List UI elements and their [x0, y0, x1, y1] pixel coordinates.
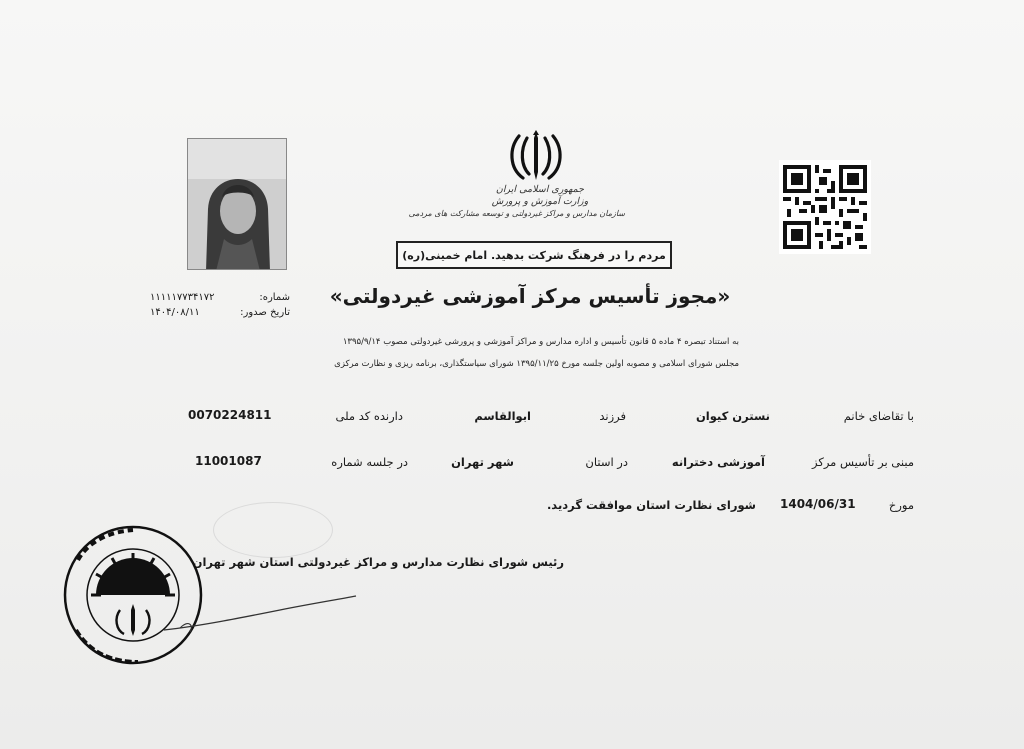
national-id-label: دارنده کد ملی: [335, 409, 403, 423]
issue-date-label: تاریخ صدور:: [240, 307, 290, 318]
preamble-line-1: به استناد تبصره ۴ ماده ۵ قانون تأسیس و اداره مدارس و مراکز آموزشی و پرورشی غیردولتی مصوب ۱۳۹۵/۹/۱۴: [342, 337, 739, 347]
applicant-photo: [187, 138, 287, 270]
number-label: شماره:: [259, 292, 290, 303]
faint-stamp: [213, 502, 333, 558]
ministry-line-2: وزارت آموزش و پرورش: [491, 196, 589, 207]
center-type: آموزشی دخترانه: [671, 455, 765, 469]
number-value: ۱۱۱۱۱۷۷۳۴۱۷۲: [150, 292, 215, 303]
signatory-title: رئیس شورای نظارت مدارس و مراکز غیردولتی استان شهر تهران: [192, 555, 564, 569]
qr-code-icon: [779, 160, 871, 254]
certificate-title: «مجوز تأسیس مرکز آموزشی غیردولتی»: [329, 284, 731, 308]
issue-date-value: ۱۴۰۴/۰۸/۱۱: [150, 307, 200, 318]
father-name: ابوالقاسم: [474, 409, 531, 423]
province-label: در استان: [585, 455, 628, 469]
session-number: 11001087: [195, 454, 262, 468]
motto-text: مردم را در فرهنگ شرکت بدهید. امام خمینی(ره): [402, 248, 666, 262]
person-portrait-icon: [188, 139, 287, 270]
request-label: با تقاضای خانم: [843, 409, 914, 423]
child-of-label: فرزند: [599, 409, 626, 423]
ministry-line-1: جمهوری اسلامی ایران: [495, 184, 585, 195]
province-value: شهر تهران: [451, 455, 514, 469]
signature-mark: [160, 590, 360, 640]
iran-emblem-icon: [505, 128, 567, 186]
based-on-label: مبنی بر تأسیس مرکز: [812, 455, 914, 469]
motto-box: [396, 241, 672, 269]
ministry-heading: [408, 184, 625, 240]
ministry-line-3: سازمان مدارس و مراکز غیردولتی و توسعه مشارکت های مردمی: [408, 209, 625, 218]
approval-date: 1404/06/31: [780, 497, 856, 511]
session-label: در جلسه شماره: [331, 455, 408, 469]
national-id-value: 0070224811: [188, 408, 272, 422]
applicant-name: نسترن کیوان: [695, 409, 770, 423]
dated-label: مورخ: [888, 498, 914, 512]
preamble-line-2: مجلس شورای اسلامی و مصوبه اولین جلسه مورخ ۱۳۹۵/۱۱/۲۵ شورای سیاستگذاری، برنامه ریزی و نظارت مرکزی: [334, 359, 739, 369]
approval-text: شورای نظارت استان موافقت گردید.: [546, 498, 756, 512]
